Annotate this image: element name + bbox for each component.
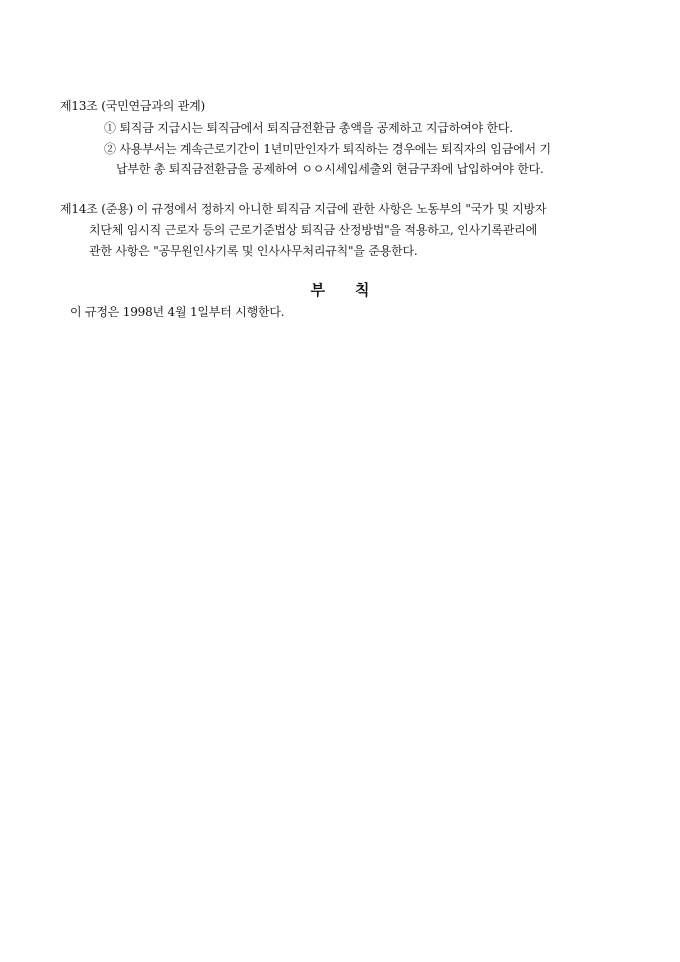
article13-item2-line2: 납부한 총 퇴직금전환금을 공제하여 ㅇㅇ시세입세출외 현금구좌에 납입하여야 한다. <box>116 162 544 176</box>
article13-item2-line1: ② 사용부서는 계속근로기간이 1년미만인자가 퇴직하는 경우에는 퇴직자의 임금에서 기 <box>104 142 551 156</box>
article14-line3: 관한 사항은 "공무원인사기록 및 인사사무처리규칙"을 준용한다. <box>89 244 418 258</box>
article13-heading: 제13조 (국민연금과의 관계) <box>60 99 205 113</box>
supplementary-title <box>0 280 680 300</box>
supplementary-text: 이 규정은 1998년 4월 1일부터 시행한다. <box>70 305 285 319</box>
supplementary-title-part1: 부 <box>310 281 325 299</box>
article14-line1: 제14조 (준용) 이 규정에서 정하지 아니한 퇴직금 지급에 관한 사항은 노동부의 "국가 및 지방자 <box>60 202 547 216</box>
article14-line2: 치단체 임시직 근로자 등의 근로기준법상 퇴직금 산정방법"을 적용하고, 인사기록관리에 <box>89 223 537 237</box>
supplementary-title-part2: 칙 <box>355 281 370 299</box>
article13-item1: ① 퇴직금 지급시는 퇴직금에서 퇴직금전환금 총액을 공제하고 지급하여야 한다. <box>104 121 513 135</box>
